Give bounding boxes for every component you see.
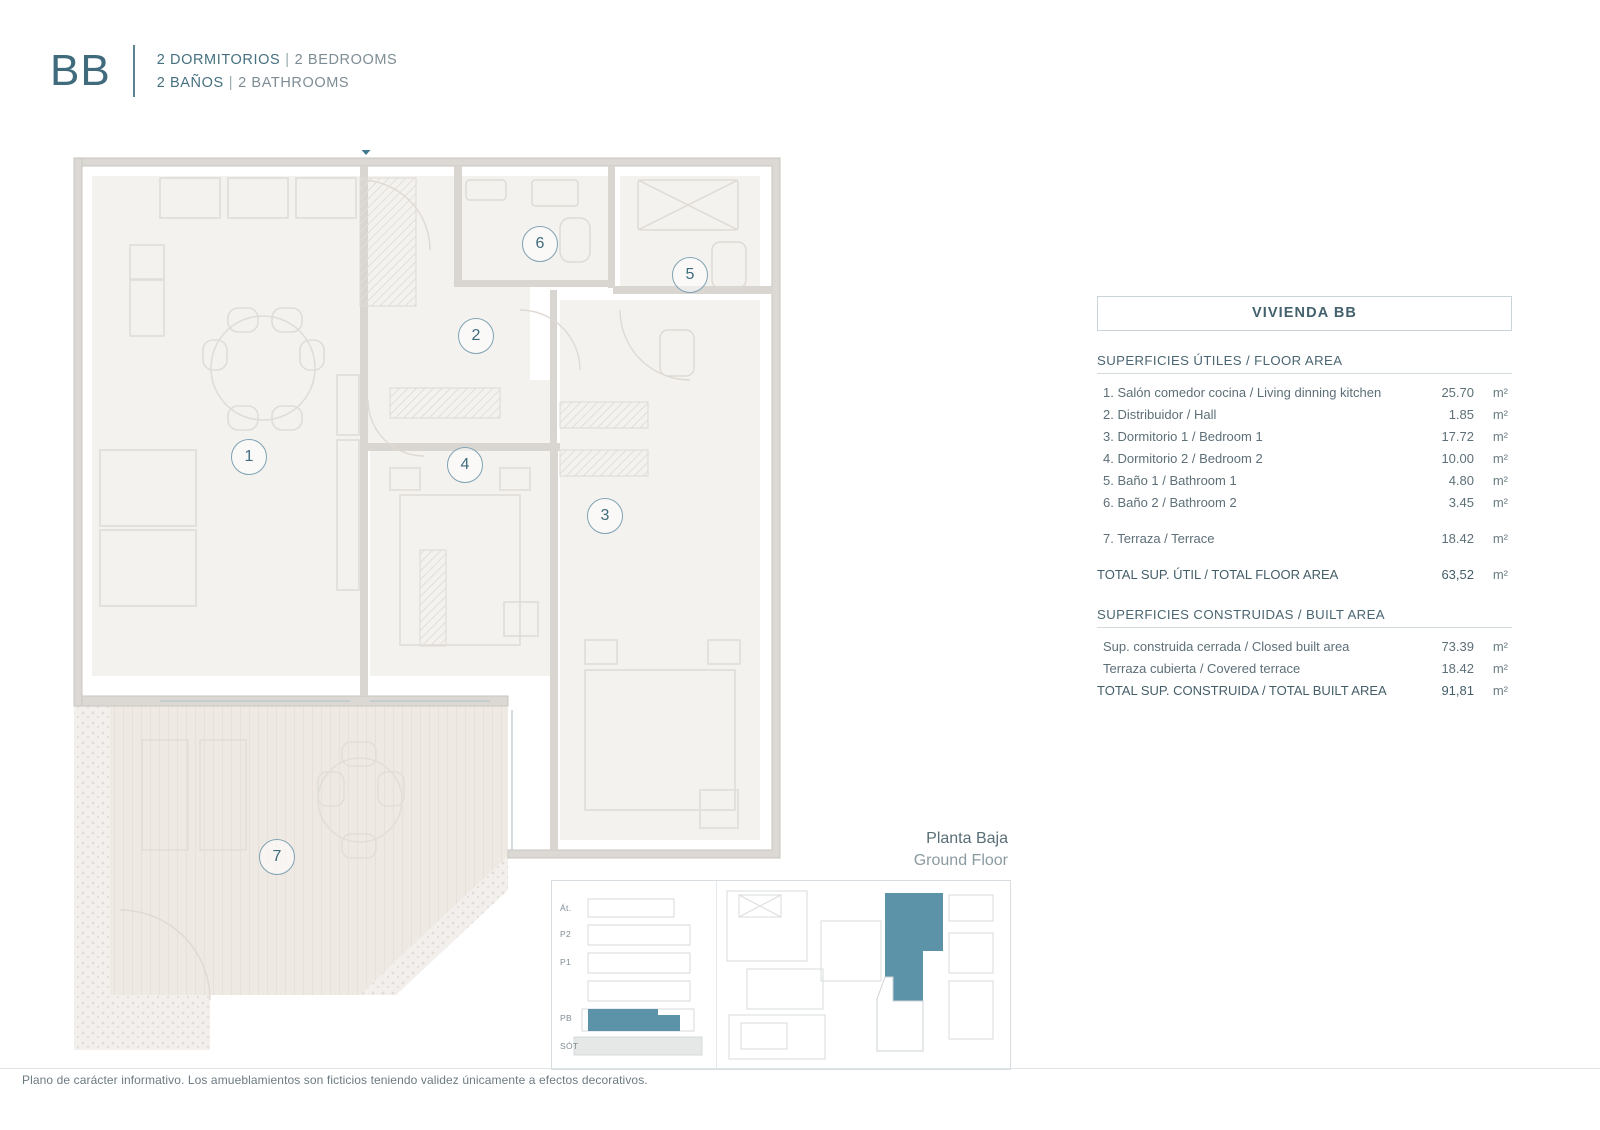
- room-unit: m²: [1492, 406, 1508, 422]
- room-label: 2. Distribuidor / Hall: [1103, 406, 1217, 422]
- level-label-sotano: SÓT: [560, 1041, 579, 1051]
- built-label: Sup. construida cerrada / Closed built area: [1103, 638, 1350, 654]
- legend-title: VIVIENDA BB: [1097, 296, 1512, 331]
- level-label-p1: P1: [560, 957, 571, 967]
- room-1-floor: [92, 176, 360, 676]
- table-row: [1097, 403, 1512, 425]
- built-area-section: [1097, 607, 1512, 701]
- table-row: [1097, 425, 1512, 447]
- built-unit: m²: [1492, 660, 1508, 676]
- key-plan: [551, 880, 1011, 1070]
- floor-area-heading: SUPERFICIES ÚTILES / FLOOR AREA: [1097, 353, 1512, 374]
- room-unit: m²: [1492, 494, 1508, 510]
- highlighted-floor-annex: [658, 1015, 680, 1031]
- terrace-value: 18.42: [1441, 530, 1474, 546]
- area-legend: [1097, 296, 1512, 701]
- room-number-1: 1: [231, 439, 267, 475]
- room-unit: m²: [1492, 450, 1508, 466]
- key-plan-section: [552, 881, 717, 1069]
- highlighted-floor: [588, 1009, 658, 1031]
- table-row: [1097, 635, 1512, 657]
- row-spacer: [1097, 549, 1512, 563]
- room-number-4: 4: [447, 447, 483, 483]
- floor-area-section: [1097, 353, 1512, 585]
- room-number-5: 5: [672, 257, 708, 293]
- total-floor-unit: m²: [1492, 566, 1508, 582]
- bedrooms-en: 2 BEDROOMS: [294, 51, 398, 68]
- room-unit: m²: [1492, 472, 1508, 488]
- header-text-block: [157, 52, 398, 91]
- key-plan-site: [717, 881, 1010, 1069]
- table-row: [1097, 491, 1512, 513]
- room-label: 1. Salón comedor cocina / Living dinning kitchen: [1103, 384, 1382, 400]
- row-spacer: [1097, 513, 1512, 527]
- room-number-7: 7: [259, 839, 295, 875]
- footer-divider: [0, 1068, 1600, 1069]
- planting-bottom: [74, 995, 210, 1050]
- level-label-p2: P2: [560, 929, 571, 939]
- room-label: 5. Baño 1 / Bathroom 1: [1103, 472, 1237, 488]
- header: [50, 45, 397, 97]
- bedrooms-line: [157, 52, 398, 68]
- header-divider: [133, 45, 135, 97]
- built-value: 18.42: [1441, 660, 1474, 676]
- bathrooms-en: 2 BATHROOMS: [238, 74, 350, 91]
- highlighted-unit: [885, 893, 943, 1001]
- built-label: Terraza cubierta / Covered terrace: [1103, 660, 1301, 676]
- room-value: 3.45: [1448, 494, 1474, 510]
- table-row-terrace: [1097, 527, 1512, 549]
- planting-left: [74, 706, 110, 995]
- level-label-pb: PB: [560, 1013, 572, 1023]
- room-value: 25.70: [1441, 384, 1474, 400]
- total-built-label: TOTAL SUP. CONSTRUIDA / TOTAL BUILT AREA: [1097, 682, 1387, 698]
- room-unit: m²: [1492, 428, 1508, 444]
- total-floor-value: 63,52: [1441, 566, 1474, 582]
- bathrooms-es: 2 BAÑOS: [156, 74, 224, 91]
- site-plan-svg: [717, 881, 1009, 1069]
- room-value: 4.80: [1448, 472, 1474, 488]
- room-label: 4. Dormitorio 2 / Bedroom 2: [1103, 450, 1263, 466]
- total-floor-label: TOTAL SUP. ÚTIL / TOTAL FLOOR AREA: [1097, 566, 1339, 582]
- built-value: 73.39: [1441, 638, 1474, 654]
- north-arrow-icon: [350, 150, 382, 155]
- room-value: 1.85: [1448, 406, 1474, 422]
- room-label: 3. Dormitorio 1 / Bedroom 1: [1103, 428, 1263, 444]
- built-area-heading: SUPERFICIES CONSTRUIDAS / BUILT AREA: [1097, 607, 1512, 628]
- room-3-floor: [560, 300, 760, 840]
- total-built-value: 91,81: [1441, 682, 1474, 698]
- total-floor-row: [1097, 563, 1512, 585]
- room-number-2: 2: [458, 318, 494, 354]
- table-row: [1097, 381, 1512, 403]
- bathrooms-sep: |: [228, 74, 234, 91]
- room-value: 10.00: [1441, 450, 1474, 466]
- total-built-unit: m²: [1492, 682, 1508, 698]
- table-row: [1097, 469, 1512, 491]
- footer-note: Plano de carácter informativo. Los amueblamientos son ficticios teniendo validez únicamente a efectos decorativos.: [22, 1073, 648, 1087]
- floor-label-en: Ground Floor: [913, 851, 1008, 869]
- bathrooms-line: [157, 75, 398, 91]
- terrace-label: 7. Terraza / Terrace: [1103, 530, 1215, 546]
- bedrooms-es: 2 DORMITORIOS: [156, 51, 281, 68]
- floor-label: [914, 828, 1008, 871]
- room-number-6: 6: [522, 226, 558, 262]
- terrace-unit: m²: [1492, 530, 1508, 546]
- room-value: 17.72: [1441, 428, 1474, 444]
- total-built-row: [1097, 679, 1512, 701]
- bedrooms-sep: |: [285, 51, 290, 68]
- room-4-floor: [370, 450, 550, 676]
- room-label: 6. Baño 2 / Bathroom 2: [1103, 494, 1237, 510]
- level-label-atico: Át.: [560, 903, 572, 913]
- floor-label-es: Planta Baja: [926, 830, 1008, 847]
- unit-code: BB: [50, 46, 111, 95]
- table-row: [1097, 657, 1512, 679]
- room-unit: m²: [1492, 384, 1508, 400]
- table-row: [1097, 447, 1512, 469]
- room-number-3: 3: [587, 498, 623, 534]
- built-unit: m²: [1492, 638, 1508, 654]
